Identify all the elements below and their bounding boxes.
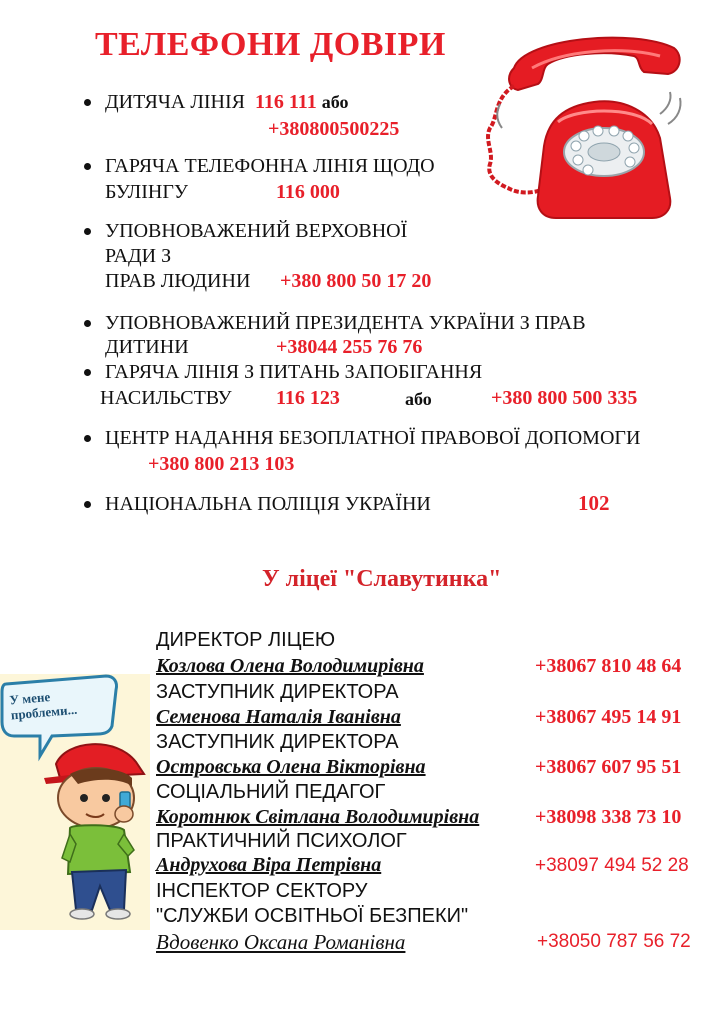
bullet-dot <box>84 435 91 442</box>
staff-role: ЗАСТУПНИК ДИРЕКТОРА <box>156 681 399 703</box>
staff-role: ЗАСТУПНИК ДИРЕКТОРА <box>156 731 399 753</box>
hotline-label: НАЦІОНАЛЬНА ПОЛІЦІЯ УКРАЇНИ <box>105 493 431 515</box>
bullet-dot <box>84 99 91 106</box>
hotline-phone-2: +380 800 500 335 <box>491 387 638 409</box>
hotline-label: НАСИЛЬСТВУ <box>100 387 232 409</box>
hotline-label: УПОВНОВАЖЕНИЙ ВЕРХОВНОЇ <box>105 220 408 242</box>
hotline-label: ЦЕНТР НАДАННЯ БЕЗОПЛАТНОЇ ПРАВОВОЇ ДОПОМОГИ <box>105 427 641 449</box>
telephone-icon <box>484 28 688 226</box>
staff-role: ПРАКТИЧНИЙ ПСИХОЛОГ <box>156 830 407 852</box>
staff-role: ІНСПЕКТОР СЕКТОРУ <box>156 880 368 902</box>
staff-name: Андрухова Віра Петрівна <box>156 854 382 876</box>
hotline-children <box>105 90 348 114</box>
staff-name: Островська Олена Вікторівна <box>156 756 426 778</box>
hotline-phone: +380 800 213 103 <box>148 453 295 475</box>
bullet-dot <box>84 228 91 235</box>
staff-phone: +38067 607 95 51 <box>535 756 682 778</box>
staff-role: "СЛУЖБИ ОСВІТНЬОЇ БЕЗПЕКИ" <box>156 905 469 927</box>
staff-name: Вдовенко Оксана Романівна <box>156 930 406 954</box>
hotline-label: РАДИ З <box>105 245 172 267</box>
hotline-label: ДИТЯЧА ЛІНІЯ <box>105 91 245 113</box>
speech-bubble-text: У мене проблеми... <box>8 689 78 723</box>
staff-name: Коротнюк Світлана Володимирівна <box>156 806 480 828</box>
bullet-dot <box>84 163 91 170</box>
page-title: ТЕЛЕФОНИ ДОВІРИ <box>95 26 446 63</box>
hotline-label: ДИТИНИ <box>105 336 189 358</box>
hotline-label: ГАРЯЧА ТЕЛЕФОННА ЛІНІЯ ЩОДО <box>105 155 435 177</box>
hotline-or: або <box>321 92 349 112</box>
school-section-title: У ліцеї "Славутинка" <box>262 566 502 592</box>
hotline-label: БУЛІНГУ <box>105 181 189 203</box>
hotline-phone: 102 <box>578 491 610 515</box>
hotline-or: або <box>405 389 432 409</box>
hotline-label: ПРАВ ЛЮДИНИ <box>105 270 251 292</box>
staff-role: СОЦІАЛЬНИЙ ПЕДАГОГ <box>156 781 386 803</box>
hotline-phone: 116 111 <box>255 91 317 113</box>
hotline-phone-2: +380800500225 <box>268 118 400 140</box>
staff-name: Семенова Наталія Іванівна <box>156 706 401 728</box>
bullet-dot <box>84 369 91 376</box>
hotline-phone: +380 800 50 17 20 <box>280 270 432 292</box>
hotline-label: УПОВНОВАЖЕНИЙ ПРЕЗИДЕНТА УКРАЇНИ З ПРАВ <box>105 312 586 334</box>
staff-phone: +38067 810 48 64 <box>535 655 682 677</box>
hotline-label: ГАРЯЧА ЛІНІЯ З ПИТАНЬ ЗАПОБІГАННЯ <box>105 361 483 383</box>
hotline-phone: 116 123 <box>276 387 340 409</box>
staff-role: ДИРЕКТОР ЛІЦЕЮ <box>156 629 336 651</box>
bullet-dot <box>84 320 91 327</box>
hotline-phone: 116 000 <box>276 181 340 203</box>
staff-phone: +38097 494 52 28 <box>535 855 689 876</box>
staff-phone: +38067 495 14 91 <box>535 706 682 728</box>
staff-phone: +38050 787 56 72 <box>537 931 691 952</box>
hotline-phone: +38044 255 76 76 <box>276 336 423 358</box>
staff-name: Козлова Олена Володимирівна <box>156 655 424 677</box>
staff-phone: +38098 338 73 10 <box>535 806 682 828</box>
bullet-dot <box>84 501 91 508</box>
